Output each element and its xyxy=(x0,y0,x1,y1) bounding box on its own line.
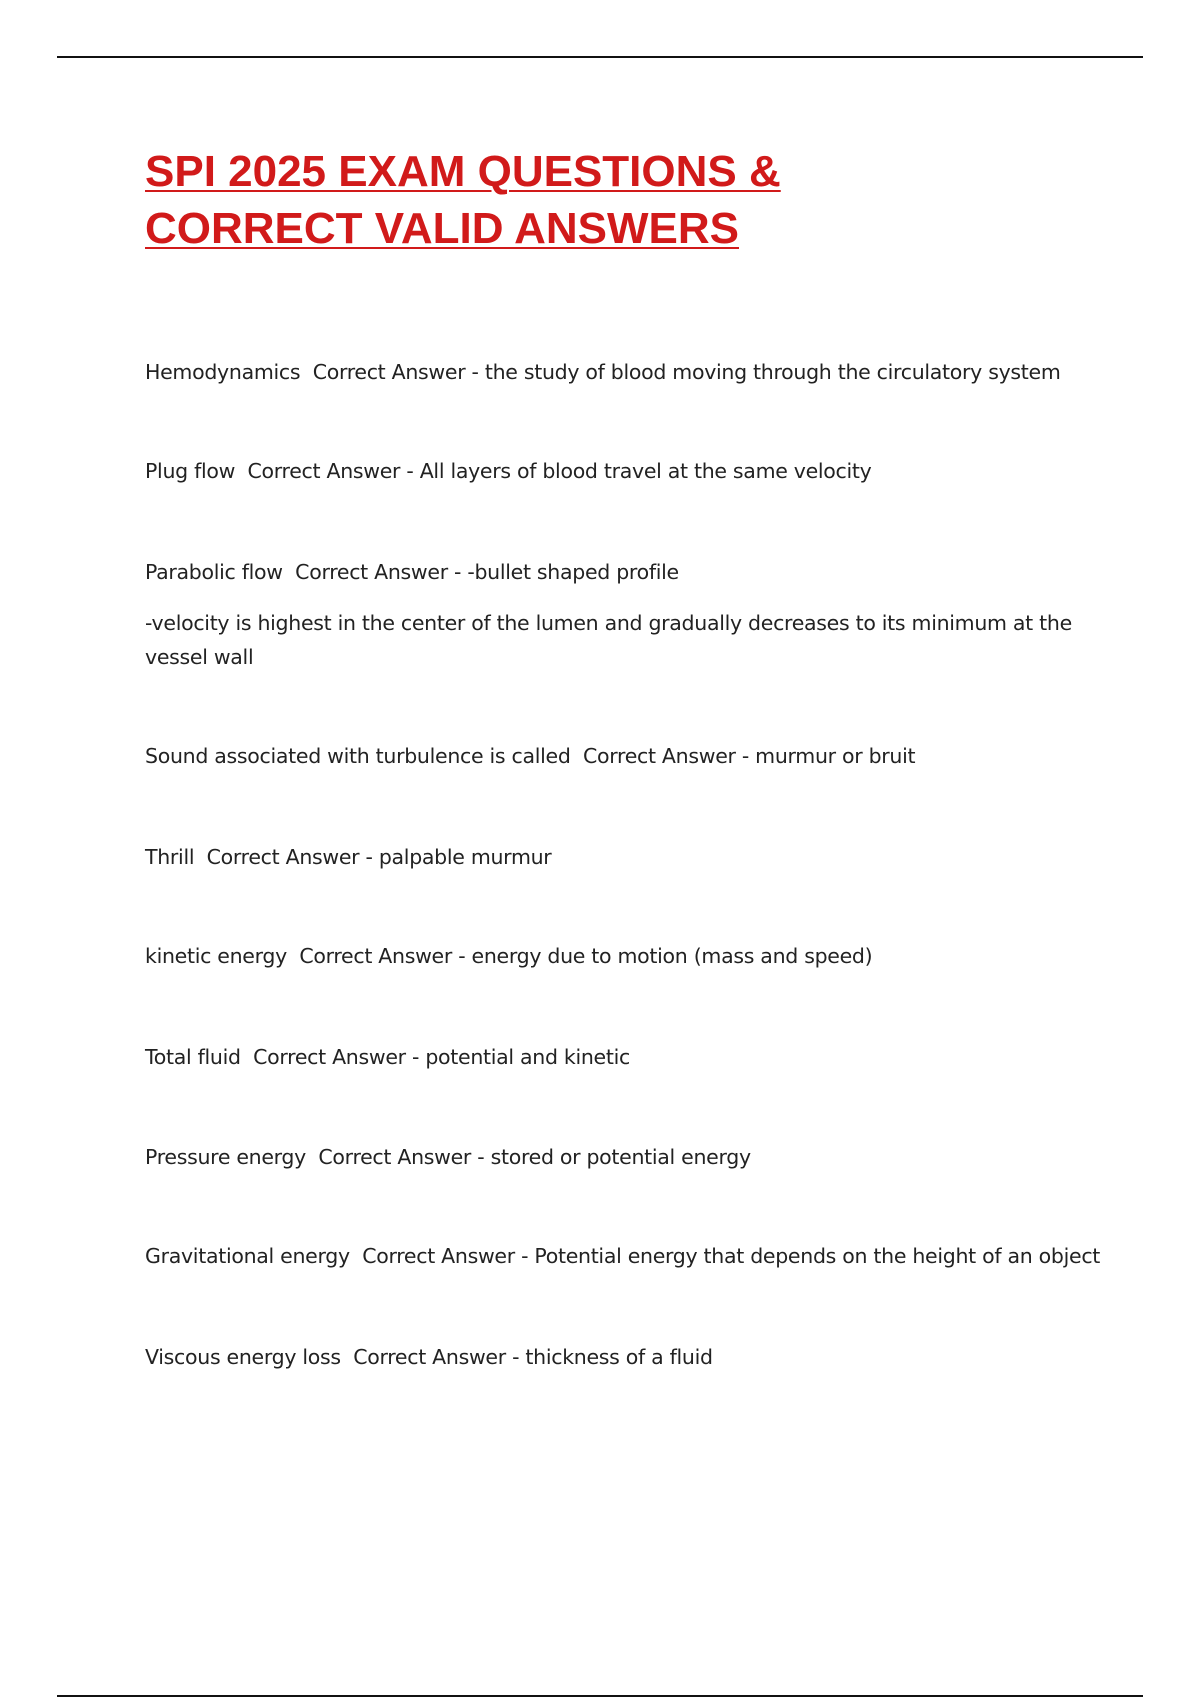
qa-entry-gravitational-energy: Gravitational energy Correct Answer - Potential energy that depends on the height of an object xyxy=(145,1244,1101,1268)
qa-entry-pressure-energy: Pressure energy Correct Answer - stored or potential energy xyxy=(145,1145,751,1169)
qa-entry-turbulence-sound: Sound associated with turbulence is called Correct Answer - murmur or bruit xyxy=(145,744,916,768)
qa-entry-viscous-energy-loss: Viscous energy loss Correct Answer - thickness of a fluid xyxy=(145,1345,713,1369)
top-rule xyxy=(57,56,1143,58)
qa-entry-parabolic-flow-continued: -velocity is highest in the center of the lumen and gradually decreases to its minimum at the vessel wall xyxy=(145,611,1079,669)
document-title xyxy=(145,143,1045,257)
qa-entry-thrill: Thrill Correct Answer - palpable murmur xyxy=(145,845,552,869)
qa-entry-kinetic-energy: kinetic energy Correct Answer - energy due to motion (mass and speed) xyxy=(145,944,873,968)
qa-entry-plug-flow: Plug flow Correct Answer - All layers of blood travel at the same velocity xyxy=(145,459,872,483)
title-line-2: CORRECT VALID ANSWERS xyxy=(145,204,739,253)
title-line-1: SPI 2025 EXAM QUESTIONS & xyxy=(145,147,781,196)
qa-entry-hemodynamics: Hemodynamics Correct Answer - the study of blood moving through the circulatory system xyxy=(145,360,1061,384)
qa-entry-total-fluid: Total fluid Correct Answer - potential and kinetic xyxy=(145,1045,630,1069)
qa-entry-parabolic-flow: Parabolic flow Correct Answer - -bullet shaped profile xyxy=(145,560,679,584)
bottom-rule xyxy=(57,1695,1143,1697)
